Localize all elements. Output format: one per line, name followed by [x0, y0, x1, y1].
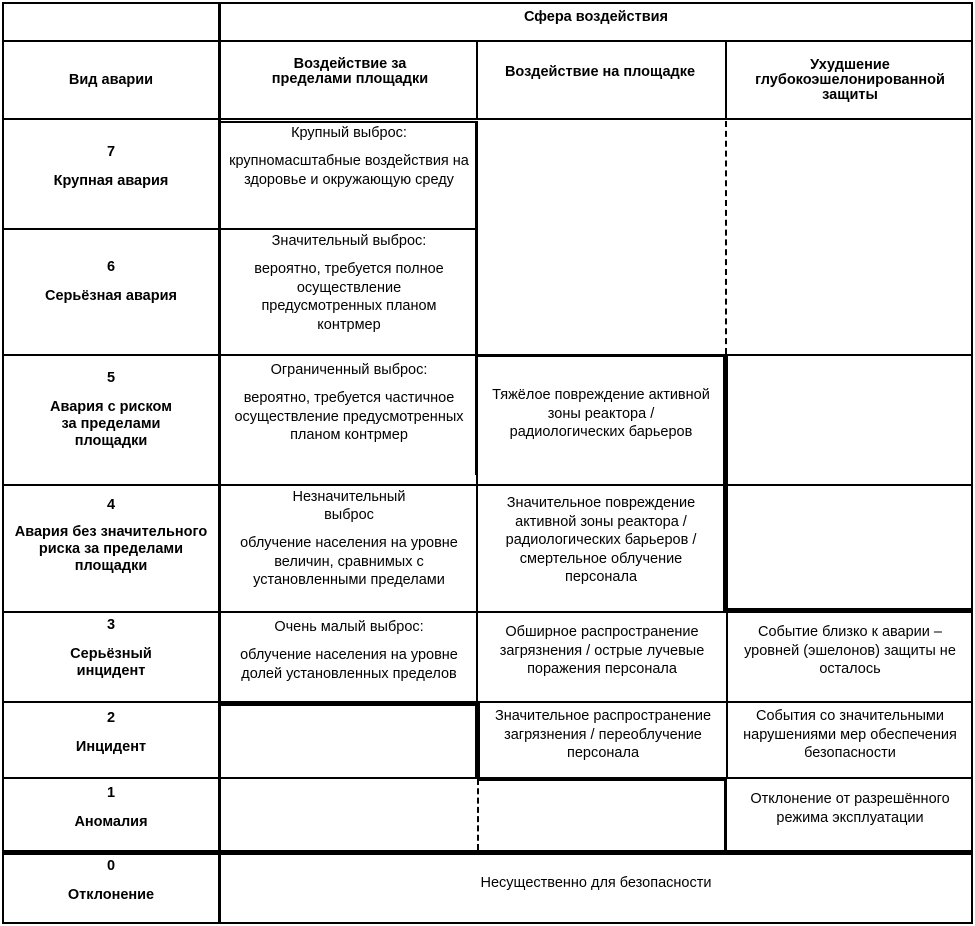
- level-3-onsite: [480, 623, 724, 699]
- onsite-description: Тяжёлое повреждение активной зоны реактора / радиологических барьеров: [492, 387, 710, 440]
- level-2-label: [4, 710, 218, 774]
- sphere-header: Сфера воздействия: [523, 8, 669, 25]
- onsite-column-header: Воздействие на площадке: [504, 63, 696, 80]
- header-col-sep-2: [476, 41, 478, 119]
- level-7-offsite: [222, 124, 476, 228]
- level-0-label: [4, 858, 218, 920]
- level-0-note: [221, 874, 971, 904]
- offsite-title: Крупный выброс:: [291, 125, 407, 141]
- offsite-box-top: [221, 121, 477, 123]
- level-number: 6: [106, 259, 116, 275]
- defense-column-header: Ухудшение глубокоэшелонированной защиты: [755, 56, 945, 103]
- offsite-empty-box-top: [221, 703, 477, 706]
- onsite-description: Значительное повреждение активной зоны реактора / радиологических барьеров / смертельное облучение персонала: [505, 495, 697, 585]
- offsite-title: Значительный выброс:: [271, 233, 427, 249]
- offsite-description: крупномасштабные воздействия на здоровье и окружающую среду: [229, 153, 469, 188]
- defense-description: Отклонение от разрешённого режима эксплуатации: [750, 791, 950, 826]
- level-name: Серьёзная авария: [45, 288, 177, 304]
- level-6-offsite: [222, 232, 476, 352]
- header-col-sep-3: [725, 41, 727, 119]
- offsite-onsite-sep-mid: [476, 356, 478, 703]
- level-name: Крупная авария: [53, 173, 169, 189]
- onsite-box-bottom: [478, 354, 726, 357]
- offsite-column-header: Воздействие за пределами площадки: [271, 56, 429, 87]
- level-number: 4: [106, 497, 116, 513]
- offsite-description: вероятно, требуется частичное осуществление предусмотренных планом контрмер: [234, 390, 464, 443]
- offsite-description: вероятно, требуется полное осуществление предусмотренных планом контрмер: [254, 261, 444, 333]
- offsite-title: Ограниченный выброс:: [270, 362, 428, 378]
- level-name: Авария с риском за пределами площадки: [50, 399, 172, 449]
- col-separator-1: [218, 2, 221, 924]
- level-3-defense: [729, 623, 971, 699]
- onsite-row1-right: [724, 779, 727, 851]
- defense-box-bottom: [726, 608, 972, 611]
- row-line-3-2: [2, 701, 973, 703]
- level-1-defense: [729, 790, 971, 848]
- defense-description: Событие близко к аварии – уровней (эшелонов) защиты не осталось: [744, 624, 956, 677]
- border-right: [971, 2, 973, 924]
- level-name: Аномалия: [74, 814, 148, 830]
- onsite-description: Обширное распространение загрязнения / острые лучевые поражения персонала: [499, 624, 705, 677]
- level-number: 7: [106, 144, 116, 160]
- row-line-7-6: [2, 228, 220, 230]
- type-of-accident-header: Вид аварии: [68, 71, 154, 88]
- level-name: Отклонение: [67, 887, 155, 903]
- level-name: Авария без значительного риска за пределами площадки: [14, 524, 208, 574]
- onsite-row1-top: [478, 779, 726, 781]
- level-2-defense: [729, 707, 971, 777]
- onsite-row2-left: [478, 703, 480, 779]
- row-line-4-3: [2, 611, 973, 613]
- level-1-label: [4, 785, 218, 847]
- offsite-onsite-dashed-lower: [477, 779, 479, 850]
- level-number: 5: [106, 370, 116, 386]
- level-0-description: Несущественно для безопасности: [480, 875, 712, 891]
- offsite-row-line-7-6: [221, 228, 477, 230]
- row-line-5-4: [2, 484, 973, 486]
- level-2-onsite: [481, 707, 725, 777]
- offsite-description: облучение населения на уровне величин, сравнимых с установленными пределами: [240, 535, 458, 588]
- border-bottom: [2, 922, 973, 924]
- defense-left-edge: [726, 356, 728, 703]
- level-6-label: [4, 259, 218, 349]
- level-3-label: [4, 617, 218, 699]
- offsite-title: Очень малый выброс:: [274, 619, 424, 635]
- level-4-onsite: [480, 494, 722, 606]
- defense-description: События со значительными нарушениями мер обеспечения безопасности: [743, 708, 957, 761]
- header-bottom: [2, 118, 973, 120]
- offsite-description: облучение населения на уровне долей установленных пределов: [240, 647, 458, 682]
- onsite-defense-dashed-upper: [725, 121, 727, 354]
- level-number: 2: [106, 710, 116, 726]
- level-5-label: [4, 370, 218, 480]
- level-number: 1: [106, 785, 116, 801]
- level-4-offsite: [222, 488, 476, 608]
- level-5-onsite: [480, 386, 722, 476]
- onsite-description: Значительное распространение загрязнения / переоблучение персонала: [494, 708, 712, 761]
- offsite-title: Незначительный выброс: [292, 489, 406, 523]
- level-4-label: [4, 497, 218, 607]
- level-7-label: [4, 144, 218, 224]
- row-line-1-0: [2, 850, 973, 855]
- level-number: 3: [106, 617, 116, 633]
- defense-row2-left: [726, 703, 728, 779]
- level-name: Инцидент: [75, 739, 147, 755]
- level-number: 0: [106, 858, 116, 874]
- level-name: Серьёзный инцидент: [70, 646, 152, 679]
- level-3-offsite: [222, 618, 476, 700]
- level-5-offsite: [222, 361, 476, 481]
